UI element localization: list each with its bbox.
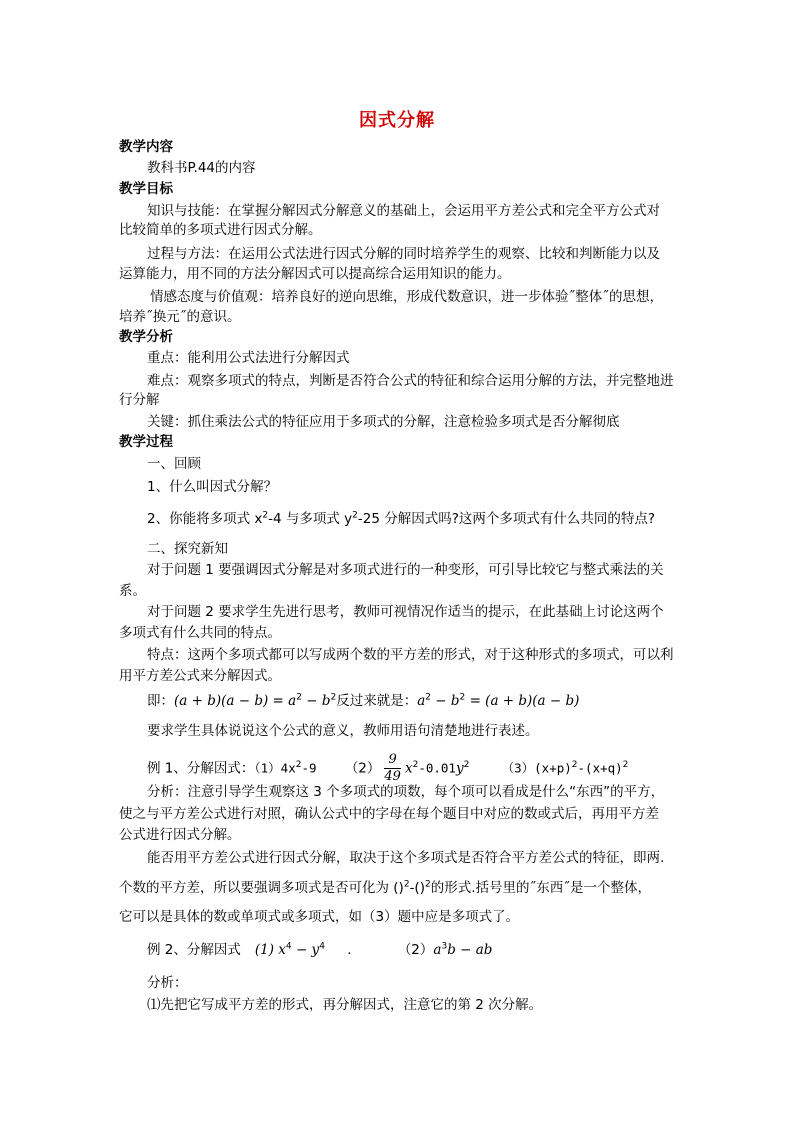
fraction-9-49: $\frac{9}{49}$ [384,752,401,784]
content-text: 教科书P.44的内容 [147,160,256,176]
process-paragraph-4: 要求学生具体说说这个公式的意义，教师用语句清楚地进行表述。 [147,723,539,739]
example-1: 例 1、分解因式：$(1)4x^2-9$ （2） $\frac{9}{49}$ $x^2-0.01y^2$ $(3)(x+p)^2-(x+q)^2$ [147,752,629,784]
document-title: 因式分解 [359,110,435,131]
goals-attitude-line-1: 情感态度与价值观：培养良好的逆向思维，形成代数意识，进一步体验˝整体˝的思想， [150,289,663,305]
difference-of-squares-formula: 即：$(a + b)(a - b) = a^2 - b^2$反过来就是：$a^2 - b^2 = (a + b)(a - b)$ [147,692,580,709]
process-paragraph-3-line-1: 特点：这两个多项式都可以写成两个数的平方差的形式，对于这种形式的多项式，可以利 [147,647,674,663]
goals-knowledge-line-1: 知识与技能：在掌握分解因式分解意义的基础上，会运用平方差公式和完全平方公式对 [147,203,660,219]
process-paragraph-5-line-1: 分析：注意引导学生观察这 3 个多项式的项数，每个项可以看成是什么“东西”的平方， [147,784,665,800]
analysis-crux: 关键：抓住乘法公式的特征应用于多项式的分解，注意检验多项式是否分解彻底 [147,414,620,430]
process-paragraph-5-line-3: 公式进行因式分解。 [119,827,241,843]
section-heading-process: 教学过程 [119,434,173,450]
process-paragraph-3-line-2: 用平方差公式来分解因式。 [119,668,281,684]
process-paragraph-5-line-2: 使之与平方差公式进行对照，确认公式中的字母在每个题目中对应的数或式后，再用平方差 [119,806,659,822]
process-paragraph-6-line-1: 能否用平方差公式进行因式分解，取决于这个多项式是否符合平方差公式的特征，即两. [147,850,665,866]
goals-process-line-1: 过程与方法：在运用公式法进行因式分解的同时培养学生的观察、比较和判断能力以及 [147,246,660,262]
goals-attitude-line-2: 培养˝换元˝的意识。 [119,309,241,325]
analysis-key-point: 重点：能利用公式法进行分解因式 [147,350,350,366]
analysis-difficulty-line-2: 行分解 [119,392,160,408]
process-paragraph-1-line-1: 对于问题 1 要强调因式分解是对多项式进行的一种变形，可引导比较它与整式乘法的关 [147,562,664,578]
goals-process-line-2: 运算能力，用不同的方法分解因式可以提高综合运用知识的能力。 [119,266,511,282]
analysis-step-1: ⑴先把它写成平方差的形式，再分解因式，注意它的第 2 次分解。 [147,997,543,1013]
process-question-2: 2、你能将多项式 $x^2-4$ 与多项式 $y^2-25$ 分解因式吗?这两个多项式有什么共同的特点? [147,510,656,527]
process-paragraph-2-line-2: 多项式有什么共同的特点。 [119,625,281,641]
process-explore-heading: 二、探究新知 [147,541,228,557]
analysis-difficulty-line-1: 难点：观察多项式的特点，判断是否符合公式的特征和综合运用分解的方法，并完整地进 [147,373,674,389]
process-paragraph-2-line-1: 对于问题 2 要求学生先进行思考，教师可视情况作适当的提示，在此基础上讨论这两个 [147,604,664,620]
example-2: 例 2、分解因式 (1) $x^4 - y^4$ . $(2)a^3b$ − ab [147,941,493,958]
process-paragraph-6-line-3: 它可以是具体的数或单项式或多项式，如（3）题中应是多项式了。 [119,909,520,925]
section-heading-goals: 教学目标 [119,181,173,197]
analysis-label: 分析： [147,975,188,991]
section-heading-content: 教学内容 [119,139,173,155]
process-paragraph-6-line-2: 个数的平方差，所以要强调多项式是否可化为 ()$^2$-()$^2$的形式.括号里的˝东西˝是一个整体， [119,879,651,896]
process-question-1: 1、什么叫因式分解？ [147,479,278,495]
process-paragraph-1-line-2: 系。 [119,583,146,599]
goals-knowledge-line-2: 比较简单的多项式进行因式分解。 [119,222,322,238]
section-heading-analysis: 教学分析 [119,329,173,345]
process-review-heading: 一、回顾 [147,456,201,472]
